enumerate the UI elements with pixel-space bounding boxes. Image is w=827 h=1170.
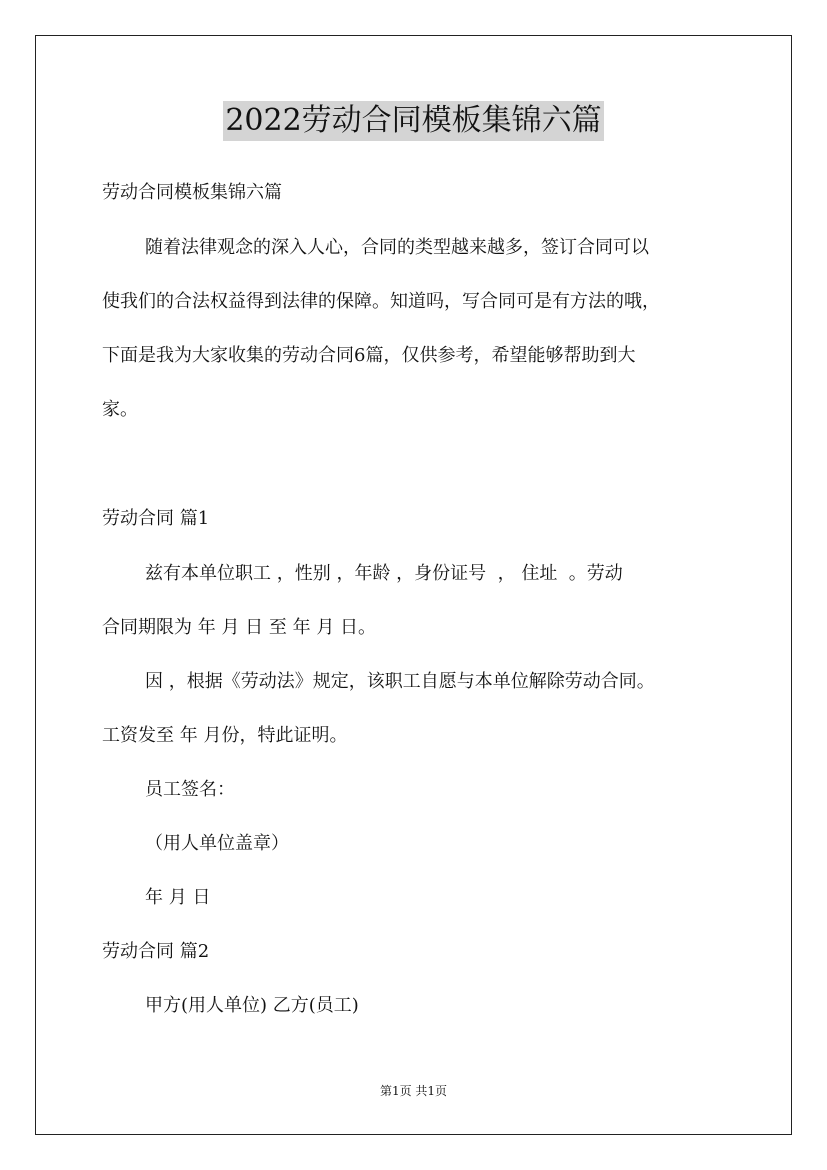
paragraph-line: 家。 [102,399,138,420]
document-title: 2022劳动合同模板集锦六篇 [223,101,603,141]
section-heading: 劳动合同 篇2 [102,941,210,962]
paragraph-line: 合同期限为 年 月 日 至 年 月 日。 [102,617,377,638]
page-footer: 第1页 共1页 [379,1084,448,1098]
paragraph-line: 使我们的合法权益得到法律的保障。知道吗，写合同可是有方法的哦， [102,291,660,312]
paragraph-line: 因 ，根据《劳动法》规定，该职工自愿与本单位解除劳动合同。 [145,671,655,692]
paragraph-line: 下面是我为大家收集的劳动合同6篇，仅供参考，希望能够帮助到大 [102,345,636,366]
title-container [0,101,827,141]
paragraph-line: 甲方(用人单位) 乙方(员工) [145,995,359,1016]
section-heading: 劳动合同 篇1 [102,508,210,529]
paragraph-line: 工资发至 年 月份，特此证明。 [102,725,348,746]
seal-label: （用人单位盖章） [145,833,289,854]
signature-label: 员工签名： [145,779,235,800]
subtitle-line: 劳动合同模板集锦六篇 [102,182,282,203]
date-line: 年 月 日 [145,887,211,908]
paragraph-line: 兹有本单位职工 ，性别 ，年龄 ，身份证号 ， 住址 。劳动 [145,563,623,584]
paragraph-line: 随着法律观念的深入人心，合同的类型越来越多，签订合同可以 [145,237,649,258]
